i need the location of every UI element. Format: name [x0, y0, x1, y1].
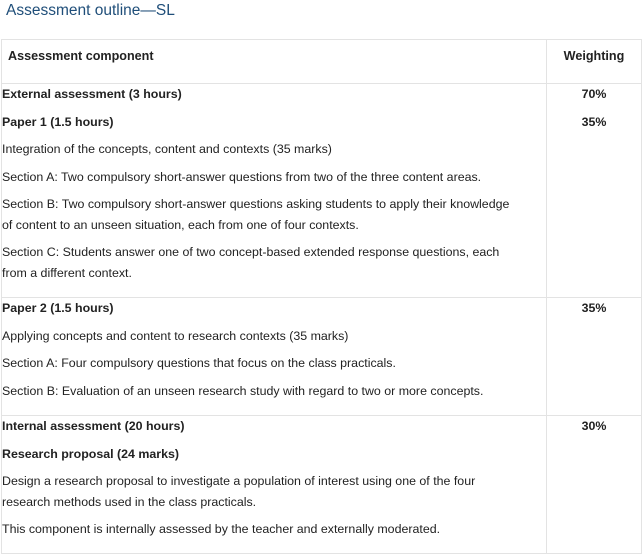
external-assessment-weighting: 70% — [581, 87, 607, 101]
paper-1-description: Integration of the concepts, content and contexts (35 marks) — [2, 142, 332, 156]
paper-1-weighting-cell — [547, 84, 642, 298]
paper-2-weighting: 35% — [581, 301, 607, 315]
internal-assessment-weighting-cell — [547, 416, 642, 554]
table-row-internal-assessment — [2, 416, 642, 554]
header-weighting: Weighting — [547, 40, 642, 84]
paper-1-section-c-line-2: from a different context. — [2, 265, 132, 280]
internal-assessment-heading: Internal assessment (20 hours) — [2, 419, 185, 433]
header-assessment-component: Assessment component — [2, 40, 547, 84]
internal-assessment-note: This component is internally assessed by the teacher and externally moderated. — [2, 522, 441, 536]
research-proposal-description-line-1: Design a research proposal to investigate a population of interest using one of the four — [2, 474, 476, 488]
paper-2-description: Applying concepts and content to research contexts (35 marks) — [2, 328, 349, 343]
table-header-row — [2, 40, 642, 84]
internal-assessment-component-cell — [2, 416, 547, 554]
paper-2-component-cell — [2, 298, 547, 416]
paper-1-title: Paper 1 (1.5 hours) — [2, 114, 114, 129]
paper-2-section-b: Section B: Evaluation of an unseen research study with regard to two or more concepts. — [2, 383, 484, 398]
paper-1-section-c-line-1: Section C: Students answer one of two concept-based extended response questions, each — [2, 245, 500, 259]
paper-1-component-cell — [2, 84, 547, 298]
research-proposal-title: Research proposal (24 marks) — [2, 446, 179, 461]
paper-2-weighting-cell — [547, 298, 642, 416]
paper-1-section-a: Section A: Two compulsory short-answer questions from two of the three content areas. — [2, 169, 482, 184]
paper-2-section-a: Section A: Four compulsory questions that focus on the class practicals. — [2, 356, 396, 370]
paper-2-title: Paper 2 (1.5 hours) — [2, 301, 114, 315]
external-assessment-heading: External assessment (3 hours) — [2, 87, 182, 101]
internal-assessment-weighting: 30% — [581, 419, 607, 433]
page-title: Assessment outline—SL — [6, 2, 175, 19]
assessment-outline-table — [1, 39, 642, 554]
research-proposal-description-line-2: research methods used in the class practicals. — [2, 494, 257, 509]
paper-1-section-b-line-1: Section B: Two compulsory short-answer questions asking students to apply their knowledge — [2, 197, 510, 211]
table-row-paper-2 — [2, 298, 642, 416]
paper-1-section-b-line-2: of content to an unseen situation, each from one of four contexts. — [2, 217, 359, 232]
table-row-paper-1 — [2, 84, 642, 298]
paper-1-weighting: 35% — [581, 114, 607, 129]
